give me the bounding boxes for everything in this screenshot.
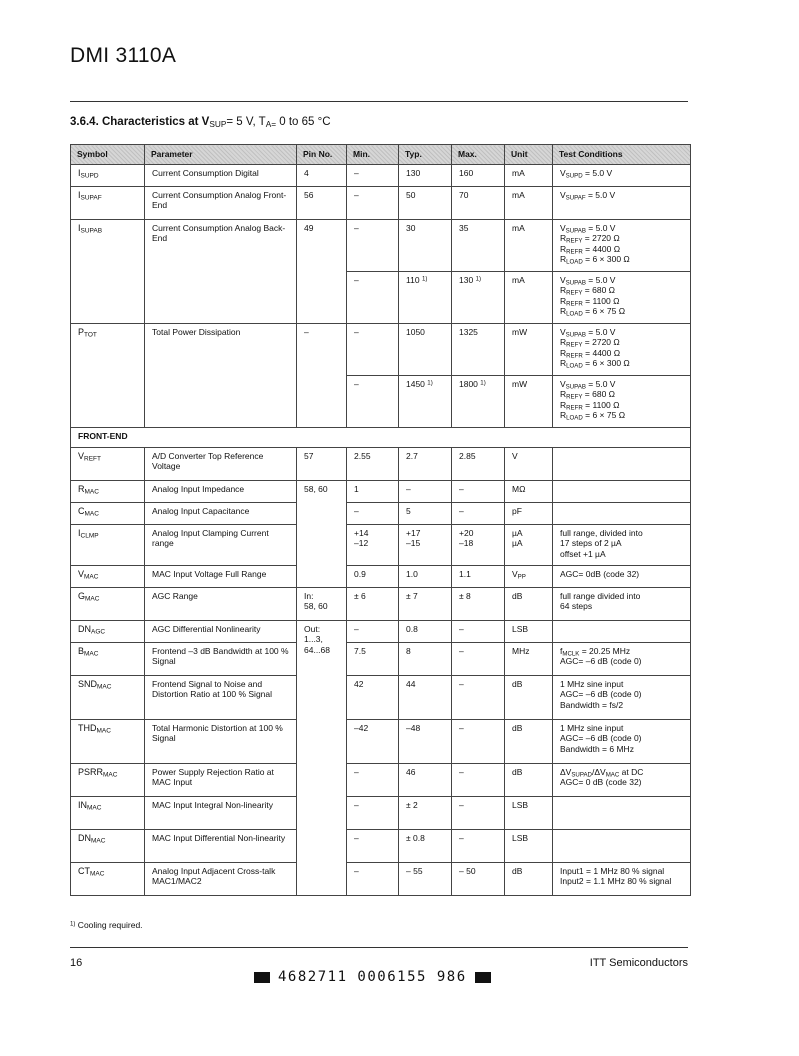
table-row: – 110 $^{1)}$ 130 $^{1)}$ mA $V_{SUPAB} = 5.0$ V $R_{REFY} = 680$ Ω $R_{REFR} = 1100$ Ω $R_{LOAD} = 6 \times 75$ Ω [71, 271, 691, 323]
header-unit: Unit [505, 145, 553, 165]
barcode-block-left [254, 972, 270, 983]
barcode-strip [254, 967, 494, 987]
table-row: $V_{MAC}$ MAC Input Voltage Full Range 0.9 1.0 1.1 $V_{PP}$ AGC= 0dB (code 32) [71, 565, 691, 587]
header-rule [70, 101, 688, 102]
table-row: $P_{TOT}$ Total Power Dissipation – – 1050 1325 mW $V_{SUPAB} = 5.0$ V $R_{REFY} = 2720$ Ω $R_{REFR} = 4400$ Ω $R_{LOAD} = 6 \times 300$ Ω [71, 323, 691, 375]
table-header-row [71, 145, 691, 165]
table-row: $C_{MAC}$ Analog Input Capacitance – 5 – pF [71, 502, 691, 524]
table-row: $IN_{MAC}$ MAC Input Integral Non-linearity – ± 2 – LSB [71, 796, 691, 829]
footnote: $^{1)}$ Cooling required. [70, 920, 143, 930]
characteristics-table [70, 144, 691, 896]
table-row: $G_{MAC}$ AGC Range In: 58, 60 ± 6 ± 7 ± 8 dB full range divided into 64 steps [71, 587, 691, 620]
header-max: Max. [452, 145, 505, 165]
document-title: DMI 3110A [70, 44, 177, 67]
header-min: Min. [347, 145, 399, 165]
table-row: $DN_{MAC}$ MAC Input Differential Non-linearity – ± 0.8 – LSB [71, 829, 691, 862]
header-symbol: Symbol [71, 145, 145, 165]
table-row: $V_{REFT}$ A/D Converter Top Reference Voltage 57 2.55 2.7 2.85 V [71, 447, 691, 480]
footer-rule [70, 947, 688, 948]
header-parameter: Parameter [145, 145, 297, 165]
table-row: $I_{CLMP}$ Analog Input Clamping Current range +14 –12 +17 –15 +20 –18 µA µA full range, divided into 17 steps of 2 µA offset +1 µA [71, 524, 691, 565]
table-row: $SND_{MAC}$ Frontend Signal to Noise and Distortion Ratio at 100 % Signal 42 44 – dB 1 MHz sine input AGC= –6 dB (code 0) Bandwidth = fs/2 [71, 675, 691, 719]
barcode-number: 4682711 0006155 986 [278, 969, 467, 985]
table-row: $DN_{AGC}$ AGC Differential Nonlinearity Out: 1...3, 64...68 – 0.8 – LSB [71, 620, 691, 642]
table-row: – 1450 $^{1)}$ 1800 $^{1)}$ mW $V_{SUPAB} = 5.0$ V $R_{REFY} = 680$ Ω $R_{REFR} = 1100$ Ω $R_{LOAD} = 6 \times 75$ Ω [71, 375, 691, 427]
table-row: $B_{MAC}$ Frontend –3 dB Bandwidth at 100 % Signal 7.5 8 – MHz $f_{MCLK} = 20.25$ MHz AGC= –6 dB (code 0) [71, 642, 691, 675]
table-row: $R_{MAC}$ Analog Input Impedance 58, 60 1 – – MΩ [71, 480, 691, 502]
barcode-block-right [475, 972, 491, 983]
table-row: $CT_{MAC}$ Analog Input Adjacent Cross-talk MAC1/MAC2 – – 55 – 50 dB Input1 = 1 MHz 80 % signal Input2 = 1.1 MHz 80 % signal [71, 862, 691, 895]
section-title: 3.6.4. Characteristics at $V_{SUP}= 5$ V, $T_{A=}$ 0 to 65 °C [70, 116, 331, 130]
page-number: 16 [70, 957, 83, 969]
header-typ: Typ. [399, 145, 452, 165]
table-row: $I_{SUPD}$ Current Consumption Digital 4 – 130 160 mA $V_{SUPD} = 5.0$ V [71, 164, 691, 186]
header-pin: Pin No. [297, 145, 347, 165]
table-row: $I_{SUPAF}$ Current Consumption Analog Front-End 56 – 50 70 mA $V_{SUPAF} = 5.0$ V [71, 186, 691, 219]
header-conditions: Test Conditions [553, 145, 691, 165]
company-name: ITT Semiconductors [589, 957, 688, 969]
section-row-frontend: FRONT-END [71, 427, 691, 447]
table-row: $THD_{MAC}$ Total Harmonic Distortion at 100 % Signal –42 –48 – dB 1 MHz sine input AGC= –6 dB (code 0) Bandwidth = 6 MHz [71, 719, 691, 763]
table-row: $I_{SUPAB}$ Current Consumption Analog Back-End 49 – 30 35 mA $V_{SUPAB} = 5.0$ V $R_{REFY} = 2720$ Ω $R_{REFR} = 4400$ Ω $R_{LOAD} = 6 \times 300$ Ω [71, 219, 691, 271]
table-row: $PSRR_{MAC}$ Power Supply Rejection Ratio at MAC Input – 46 – dB $\Delta V_{SUPAD}/\Delta V_{MAC}$ at DC AGC= 0 dB (code 32) [71, 763, 691, 796]
